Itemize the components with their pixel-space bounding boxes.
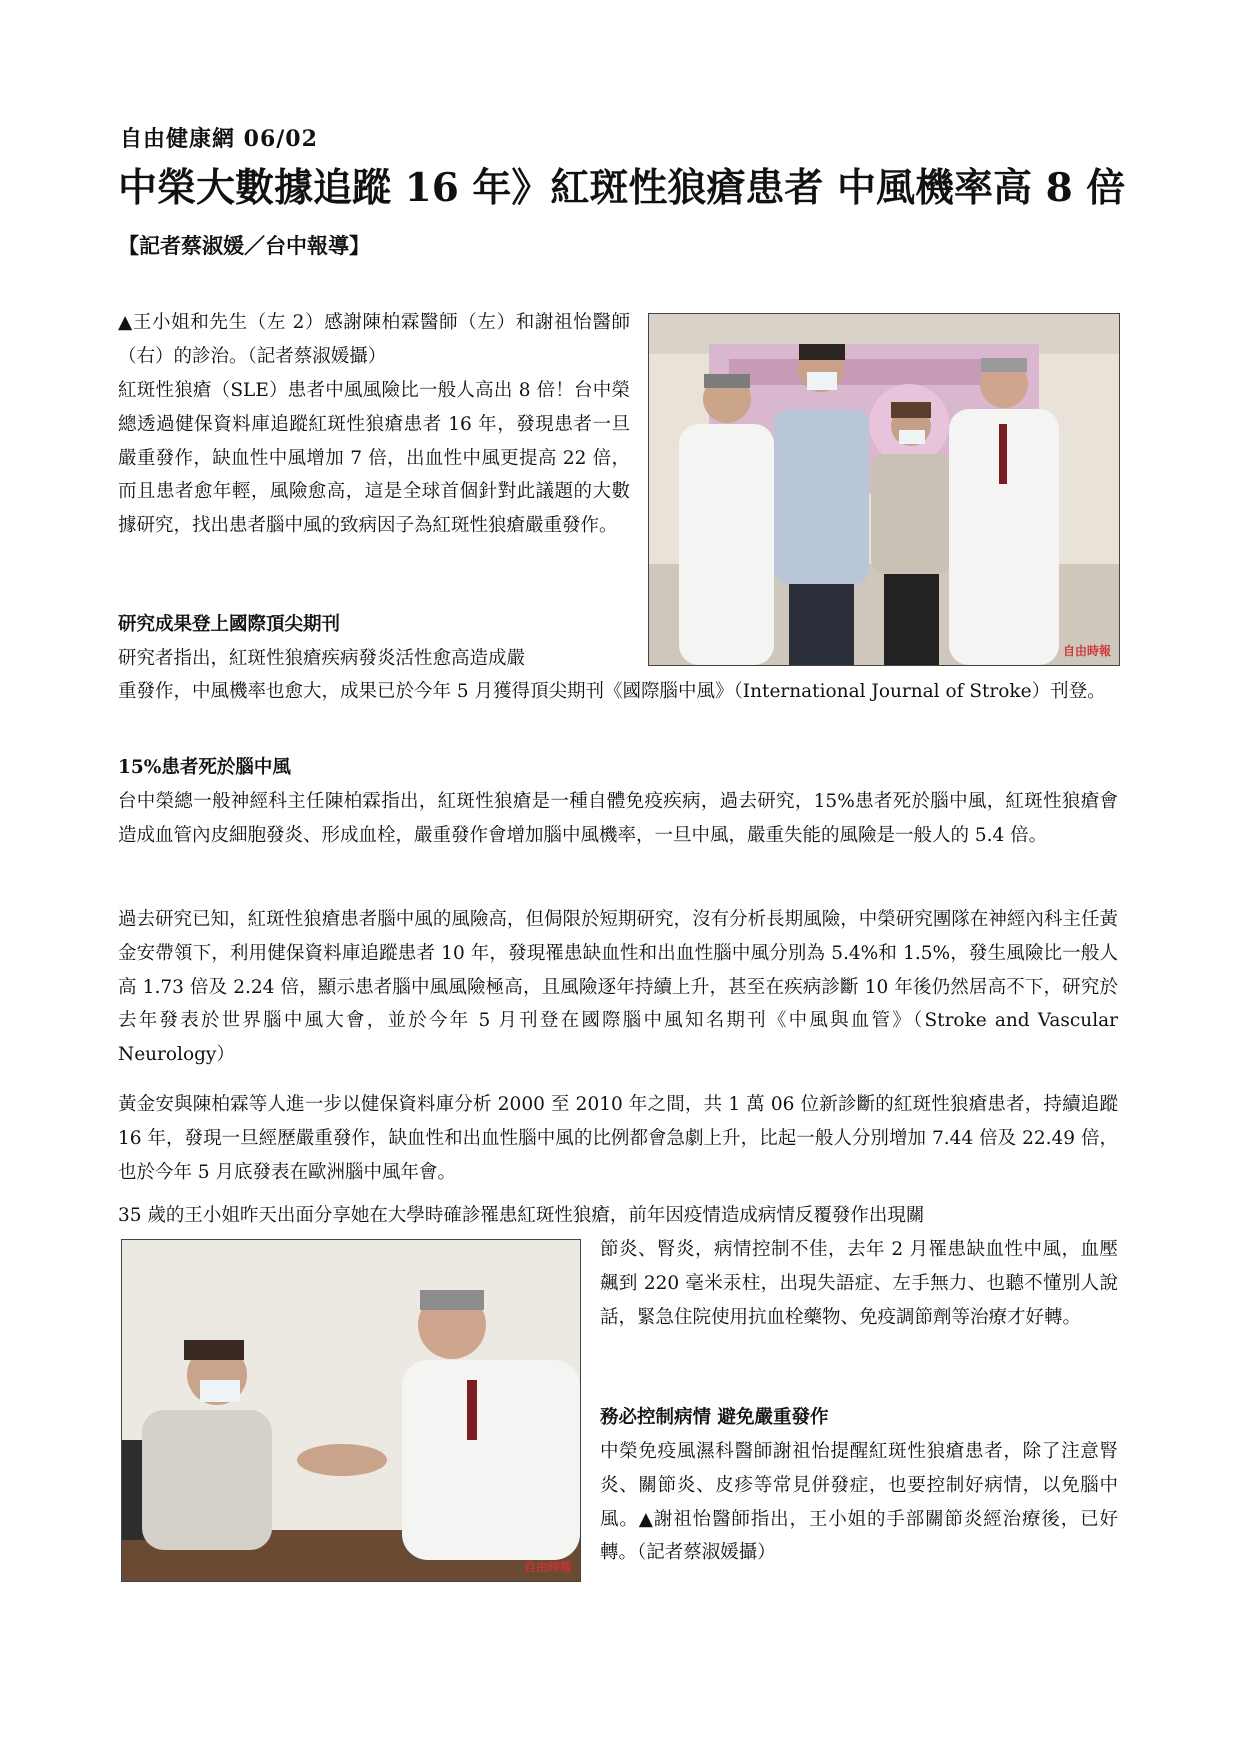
byline: 【記者蔡淑媛／台中報導】 [118, 233, 370, 258]
headline: 中榮大數據追蹤 16 年》紅斑性狼瘡患者 中風機率高 8 倍 [118, 165, 1126, 211]
subhead-stroke: 15%患者死於腦中風 [118, 757, 291, 778]
research-paragraph-cont: 重發作，中風機率也愈大，成果已於今年 5 月獲得頂尖期刊《國際腦中風》（International Journal of Stroke）刊登。 [118, 681, 1106, 702]
intro-paragraph: 紅斑性狼瘡（SLE）患者中風風險比一般人高出 8 倍！台中榮總透過健保資料庫追蹤紅斑性狼瘡患者 16 年，發現患者一旦嚴重發作，缺血性中風增加 7 倍，出血性中風更提高 22 倍，而且患者愈年輕，風險愈高，這是全球首個針對此議題的大數據研究，找出患者腦中風的致病因子為紅斑性狼瘡嚴重發作。 [118, 380, 630, 537]
huang-paragraph: 黃金安與陳柏霖等人進一步以健保資料庫分析 2000 至 2010 年之間，共 1 萬 06 位新診斷的紅斑性狼瘡患者，持續追蹤 16 年，發現一旦經歷嚴重發作，缺血性和出血性腦中風的比例都會急劇上升，比起一般人分別增加 7.44 倍及 22.49 倍，也於今年 5 月底發表在歐洲腦中風年會。 [118, 1094, 1118, 1183]
watermark: 自由時報 [1062, 644, 1111, 658]
photo-caption-1: ▲王小姐和先生（左 2）感謝陳柏霖醫師（左）和謝祖怡醫師（右）的診治。（記者蔡淑媛攝） [118, 312, 630, 367]
wang-paragraph-cont: 節炎、腎炎，病情控制不佳，去年 2 月罹患缺血性中風，血壓飆到 220 毫米汞柱，出現失語症、左手無力、也聽不懂別人說話，緊急住院使用抗血栓藥物、免疫調節劑等治療才好轉。 [600, 1239, 1118, 1328]
group-photo [648, 313, 1120, 666]
wang-paragraph-start: 35 歲的王小姐昨天出面分享她在大學時確診罹患紅斑性狼瘡，前年因疫情造成病情反覆發作出現關 [118, 1205, 925, 1226]
hsieh-paragraph: 中榮免疫風濕科醫師謝祖怡提醒紅斑性狼瘡患者，除了注意腎炎、關節炎、皮疹等常見併發症，也要控制好病情，以免腦中風。▲謝祖怡醫師指出，王小姐的手部關節炎經治療後，已好轉。（記者蔡淑媛攝） [600, 1441, 1118, 1564]
source-label: 自由健康網 06/02 [120, 126, 318, 152]
chen-paragraph: 台中榮總一般神經科主任陳柏霖指出，紅斑性狼瘡是一種自體免疫疾病，過去研究，15%患者死於腦中風，紅斑性狼瘡會造成血管內皮細胞發炎、形成血栓，嚴重發作會增加腦中風機率，一旦中風，嚴重失能的風險是一般人的 5.4 倍。 [118, 791, 1118, 846]
consultation-photo [121, 1239, 581, 1582]
research-paragraph-start: 研究者指出，紅斑性狼瘡疾病發炎活性愈高造成嚴 [118, 648, 526, 669]
watermark-2: 自由時報 [523, 1560, 572, 1574]
subhead-control: 務必控制病情 避免嚴重發作 [600, 1407, 829, 1428]
past-research-paragraph: 過去研究已知，紅斑性狼瘡患者腦中風的風險高，但侷限於短期研究，沒有分析長期風險，中榮研究團隊在神經內科主任黃金安帶領下，利用健保資料庫追蹤患者 10 年，發現罹患缺血性和出血性腦中風分別為 5.4%和 1.5%，發生風險比一般人高 1.73 倍及 2.24 倍，顯示患者腦中風風險極高，且風險逐年持續上升，甚至在疾病診斷 10 年後仍然居高不下，研究於去年發表於世界腦中風大會，並於今年 5 月刊登在國際腦中風知名期刊《中風與血管》（Stroke and Vascular Neurology） [118, 909, 1118, 1066]
subhead-research: 研究成果登上國際頂尖期刊 [118, 614, 341, 635]
